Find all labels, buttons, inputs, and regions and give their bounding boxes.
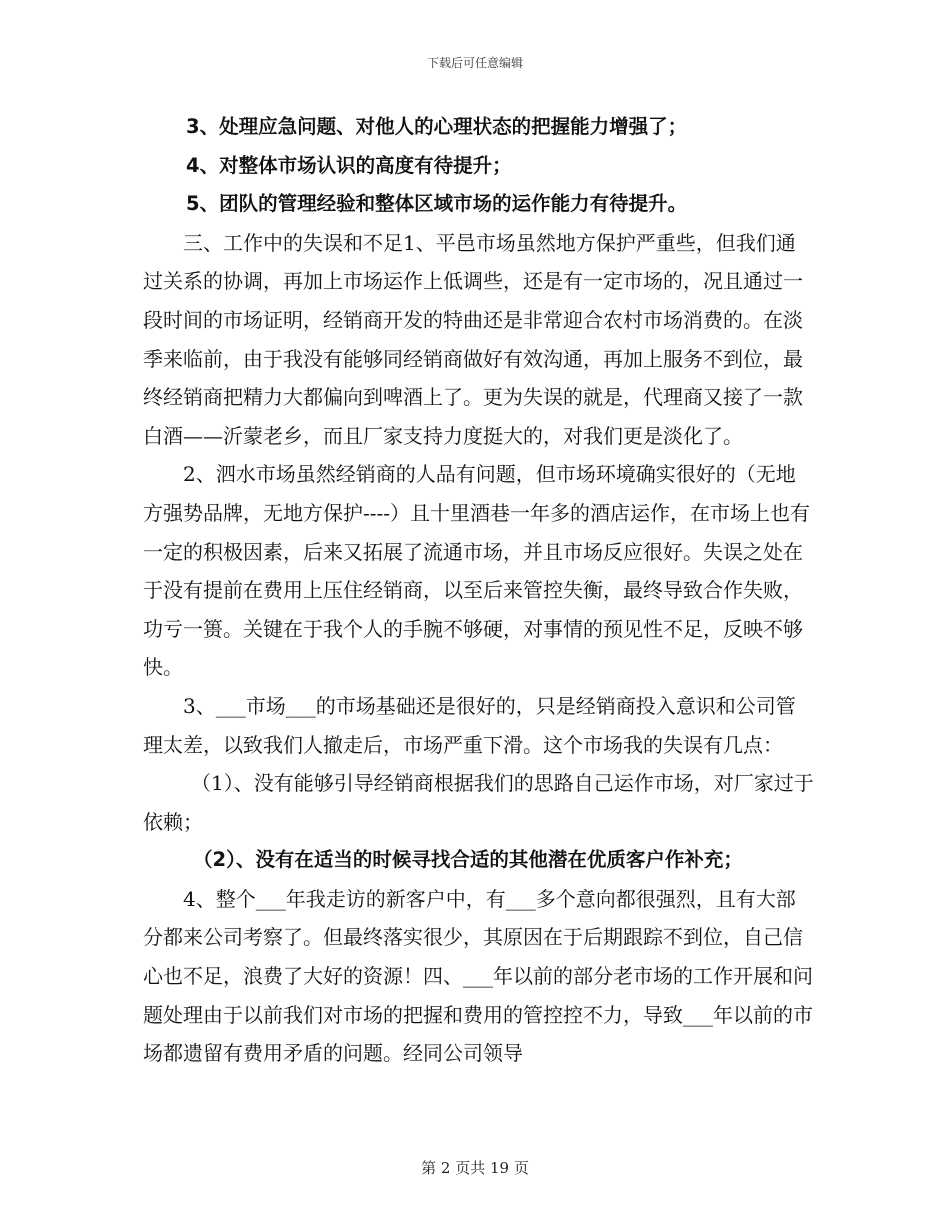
paragraph-mistakes-intro: 三、工作中的失误和不足1、平邑市场虽然地方保护严重些，但我们通过关系的协调，再加上市场运作上低调些，还是有一定市场的，况且通过一段时间的市场证明，经销商开发的特曲还是非常迎合农村市场消费的。在淡季来临前，由于我没有能够同经销商做好有效沟通，再加上服务不到位，最终经销商把精力大都偏向到啤酒上了。更为失误的就是，代理商又接了一款白酒——沂蒙老乡，而且厂家支持力度挺大的，对我们更是淡化了。 — [143, 230, 803, 448]
paragraph-sishui-market: 2、泗水市场虽然经销商的人品有问题，但市场环境确实很好的（无地方强势品牌，无地方保护----）且十里酒巷一年多的酒店运作，在市场上也有一定的积极因素，后来又拓展了流通市场，并且市场反应很好。失误之处在于没有提前在费用上压住经销商，以至后来管控失衡，最终导致合作失败，功亏一篑。关键在于我个人的手腕不够硬，对事情的预见性不足，反映不够快。 — [143, 462, 811, 680]
paragraph-item-1: （1）、没有能够引导经销商根据我们的思路自己运作市场，对厂家过于依赖； — [143, 771, 814, 834]
page-header: 下载后可任意编辑 — [426, 56, 523, 70]
document-body — [143, 108, 815, 1073]
paragraph-market-3: 3、___市场___的市场基础还是很好的，只是经销商投入意识和公司管理太差，以致我们人撤走后，市场严重下滑。这个市场我的失误有几点： — [143, 693, 796, 757]
paragraph-line-2: 4、对整体市场认识的高度有待提升； — [186, 153, 512, 177]
paragraph-line-1: 3、处理应急问题、对他人的心理状态的把握能力增强了； — [186, 115, 688, 138]
paragraph-item-2: （2）、没有在适当的时候寻找合适的其他潜在优质客户作补充； — [193, 848, 743, 872]
page-footer: 第 2 页共 19 页 — [421, 1159, 529, 1177]
paragraph-new-customers: 4、整个___年我走访的新客户中，有___多个意向都很强烈，且有大部分都来公司考察了。但最终落实很少，其原因在于后期跟踪不到位，自己信心也不足，浪费了大好的资源！四、___年以前的部分老市场的工作开展和问题处理由于以前我们对市场的把握和费用的管控控不力，导致___年以前的市场都遗留有费用矛盾的问题。经同公司领导 — [143, 886, 813, 1066]
paragraph-line-3: 5、团队的管理经验和整体区域市场的运作能力有待提升。 — [186, 192, 688, 216]
